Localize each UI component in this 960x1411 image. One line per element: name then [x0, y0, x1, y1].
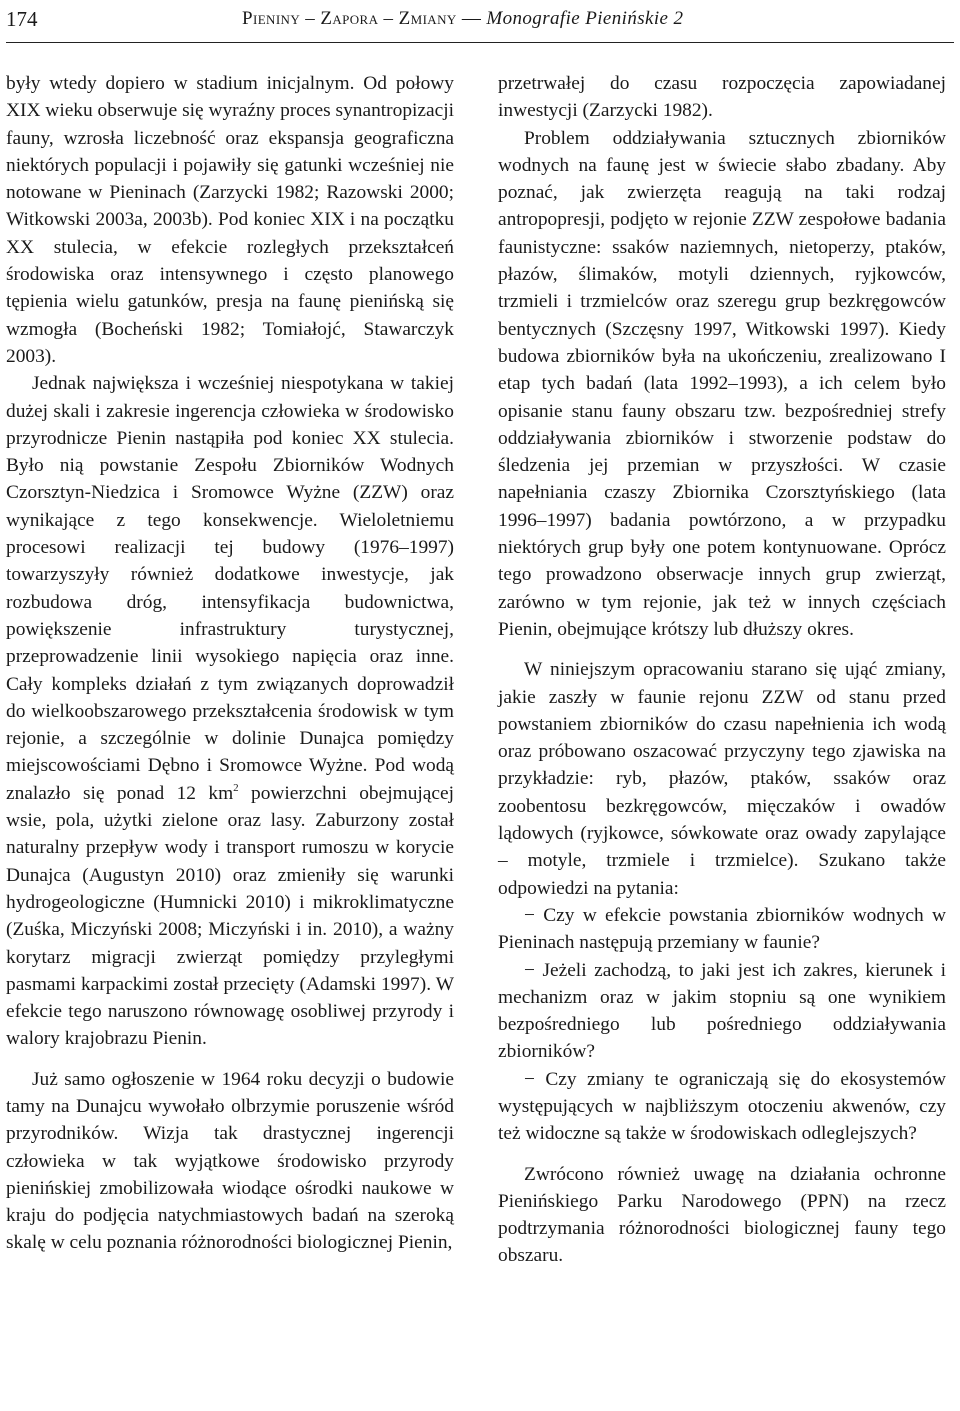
header-rule — [6, 42, 954, 43]
question-item: − Jeżeli zachodzą, to jaki jest ich zakres, kierunek i mechanizm oraz w jakim stopniu są one wynikiem bezpośredniego lub pośredniego oddziaływania zbiorników? — [498, 959, 946, 1063]
paragraph-text: powierzchni obejmującej wsie, pola, użytki zielone oraz lasy. Zaburzony został naturalny przepływ wody i transport rumoszu w korycie Dunajca (Augustyn 2010) oraz zmieniły się warunki hydrogeologiczne (Humnicki 2010) i mikroklimatyczne (Zuśka, Miczyński 2008; Miczyński i in. 2010), a ważny korytarz migracji zwierząt pomiędzy przyległymi pasmami karpackimi został przecięty (Adamski 1997). W efekcie tego naruszono równowagę osobliwej przyrody i walory krajobrazu Pienin. — [6, 782, 454, 1050]
title-separator: — — [456, 8, 487, 29]
running-title — [242, 8, 683, 30]
paragraph-text: Jednak największa i wcześniej niespotykana w takiej dużej skali i zakresie ingerencja człowieka w środowisko przyrodnicze Pienin nastąpiła pod koniec XX stulecia. Było nią powstanie Zespołu Zbiorników Wodnych Czorsztyn-Niedzica i Sromowce Wyżne (ZZW) oraz wynikające z tego konsekwencje. Wieloletniemu procesowi realizacji tej budowy (1976–1997) towarzyszyły również dodatkowe inwestycje, jak rozbudowa dróg, intensyfikacja budownictwa, powiększenie infrastruktury turystycznej, przeprowadzenie linii wysokiego napięcia oraz inne. Cały kompleks działań z tym związanych doprowadził do wielkoobszarowego przekształcenia środowisk w tym rejonie, a szczególnie w dolinie Dunajca pomiędzy miejscowościami Dębno i Sromowce Wyżne. Pod wodą znalazło się ponad 12 km — [6, 373, 454, 804]
paragraph: Zwrócono również uwagę na działania ochronne Pienińskiego Parku Narodowego (PPN) na rzecz podtrzymania różnorodności biologicznej fauny tego obszaru. — [498, 1163, 946, 1267]
series-title: Monografie Pienińskie 2 — [486, 8, 684, 29]
running-header — [6, 0, 954, 38]
paragraph: przetrwałej do czasu rozpoczęcia zapowiadanej inwestycji (Zarzycki 1982). — [498, 73, 946, 122]
paragraph: Już samo ogłoszenie w 1964 roku decyzji o budowie tamy na Dunajcu wywołało olbrzymie poruszenie wśród przyrodników. Wizja tak drastycznej ingerencji człowieka w tak wyjątkowe środowisko przyrody pienińskiej zmobilizowała wiodące ośrodki naukowe w kraju do podjęcia natychmiastowych badań na szeroką skalę w celu poznania różnorodności biologicznej Pienin, — [6, 1068, 454, 1254]
page-number: 174 — [6, 6, 38, 31]
left-column — [6, 70, 454, 1257]
paragraph: W niniejszym opracowaniu starano się ująć zmiany, jakie zaszły w faunie rejonu ZZW od stanu przed powstaniem zbiorników do czasu napełnienia ich wodą oraz próbowano oszacować przyczyny tego zjawiska na przykładzie: ryb, płazów, ptaków, ssaków oraz zoobentosu bezkręgowców, mięczaków i owadów lądowych (ryjkowce, sówkowate oraz owady zapylające – motyle, trzmiele i trzmielce). Szukano także odpowiedzi na pytania: — [498, 659, 946, 899]
question-item: − Czy zmiany te ograniczają się do ekosystemów występujących w najbliższym otoczeniu akwenów, czy też widoczne są także w środowiskach odleglejszych? — [498, 1068, 946, 1145]
right-column — [498, 70, 946, 1270]
paragraph — [6, 370, 454, 1052]
superscript: 2 — [233, 781, 239, 794]
question-item: − Czy w efekcie powstania zbiorników wodnych w Pieninach następują przemiany w faunie? — [498, 904, 946, 954]
paragraph: były wtedy dopiero w stadium inicjalnym. Od połowy XIX wieku obserwuje się wyraźny proces synantropizacji fauny, wzrosła liczebność oraz ekspansja geograficzna niektórych populacji i pojawiły się gatunki wcześniej nie notowane w Pieninach (Zarzycki 1982; Razowski 2000; Witkowski 2003a, 2003b). Pod koniec XIX i na początku XX stulecia, w efekcie rozległych przekształceń środowiska oraz intensywnego i często planowego tępienia wielu gatunków, presja na faunę pienińską się wzmogła (Bocheński 1982; Tomiałojć, Stawarczyk 2003). — [6, 73, 454, 367]
paragraph: Problem oddziaływania sztucznych zbiorników wodnych na faunę jest w świecie słabo zbadany. Aby poznać, jak zwierzęta reagują na taki rodzaj antropopresji, podjęto w rejonie ZZW zespołowe badania faunistyczne: ssaków naziemnych, nietoperzy, ptaków, płazów, ślimaków, motyli dziennych, ryjkowców, trzmieli i trzmielców oraz szeregu grup bezkręgowców bentycznych (Szczęsny 1997, Witkowski 1997). Kiedy budowa zbiorników była na ukończeniu, zrealizowano I etap tych badań (lata 1992–1993), a ich celem było opisanie stanu fauny obszaru tzw. bezpośredniej strefy oddziaływania zbiorników i stworzenie podstaw do śledzenia jej przemian w przyszłości. W czasie napełniania czaszy Zbiornika Czorsztyńskiego (lata 1996–1997) badania powtórzono, a w przypadku niektórych grup były one potem kontynuowane. Oprócz tego prowadzono obserwacje innych grup zwierząt, zarówno w tym rejonie, jak też w innych częściach Pienin, obejmujące krótszy lub dłuższy okres. — [498, 127, 946, 640]
journal-title: Pieniny – Zapora – Zmiany — [242, 8, 457, 29]
